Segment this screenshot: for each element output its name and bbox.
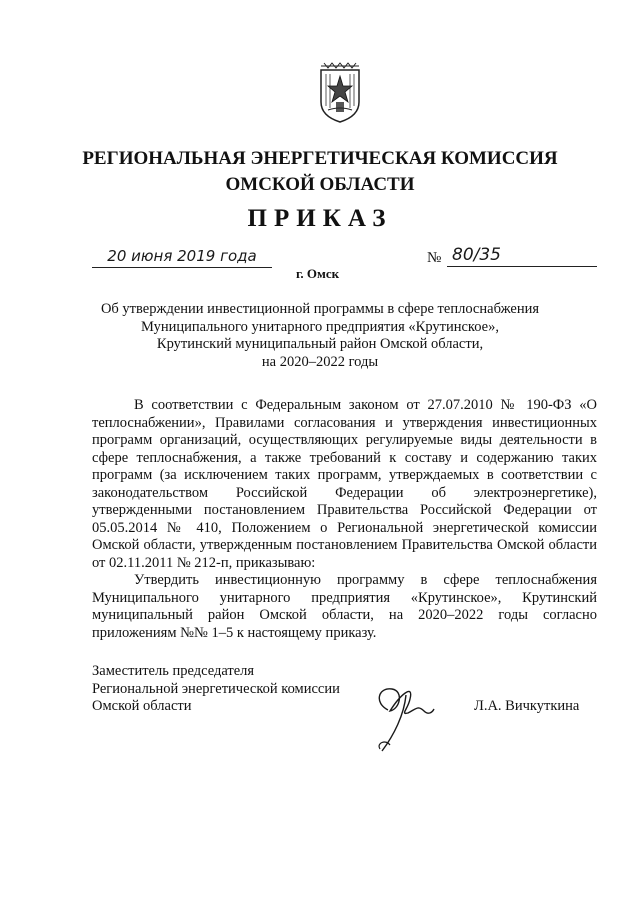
city-label: г. Омск <box>296 266 340 281</box>
signatory-position <box>92 663 340 716</box>
position-line: Региональной энергетической комиссии <box>92 680 340 697</box>
body-paragraph-preamble: В соответствии с Федеральным законом от 27.07.2010 № 190-ФЗ «О теплоснабжении», Правилами согласования и утверждения инвестиционных программ организаций, осуществляющих регулируемые виды деятельности в сфере теплоснабжения, а также требований к составу и содержанию таких программ (за исключением таких программ, утверждаемых в соответствии с законодательством Российской Федерации об электроэнергетике), утвержденными постановлением Правительства Российской Федерации от 05.05.2014 № 410, Положением о Региональной энергетической комиссии Омской области, утвержденным постановлением Правительства Омской области от 02.11.2011 № 212-п, приказываю: <box>92 397 597 571</box>
document-subject <box>80 301 560 371</box>
document-body <box>92 397 597 642</box>
omsk-coat-of-arms-icon <box>318 62 362 124</box>
organization-name-line2: ОМСКОЙ ОБЛАСТИ <box>225 174 415 195</box>
signatory-name: Л.А. Вичкуткина <box>474 698 580 714</box>
subject-line: на 2020–2022 годы <box>261 353 379 370</box>
subject-line: Крутинский муниципальный район Омской области, <box>156 336 484 352</box>
subject-line: Муниципального унитарного предприятия «Крутинское», <box>141 318 499 335</box>
subject-line: Об утверждении инвестиционной программы в сфере теплоснабжения <box>100 301 540 317</box>
handwritten-signature <box>370 665 450 755</box>
document-type-title: ПРИКАЗ <box>247 205 393 232</box>
organization-name-line1: РЕГИОНАЛЬНАЯ ЭНЕРГЕТИЧЕСКАЯ КОМИССИЯ <box>82 148 558 169</box>
number-label: № <box>427 250 442 266</box>
position-line: Омской области <box>92 698 192 714</box>
body-paragraph-order: Утвердить инвестиционную программу в сфере теплоснабжения Муниципального унитарного предприятия «Крутинское», Крутинский муниципальный район Омской области, на 2020–2022 годы согласно приложениям №№ 1–5 к настоящему приказу. <box>92 572 597 641</box>
position-line: Заместитель председателя <box>92 663 255 679</box>
date-underline <box>92 267 272 268</box>
handwritten-date: 20 июня 2019 года <box>107 247 257 265</box>
number-underline <box>447 266 597 267</box>
handwritten-number: 80/35 <box>452 245 501 265</box>
